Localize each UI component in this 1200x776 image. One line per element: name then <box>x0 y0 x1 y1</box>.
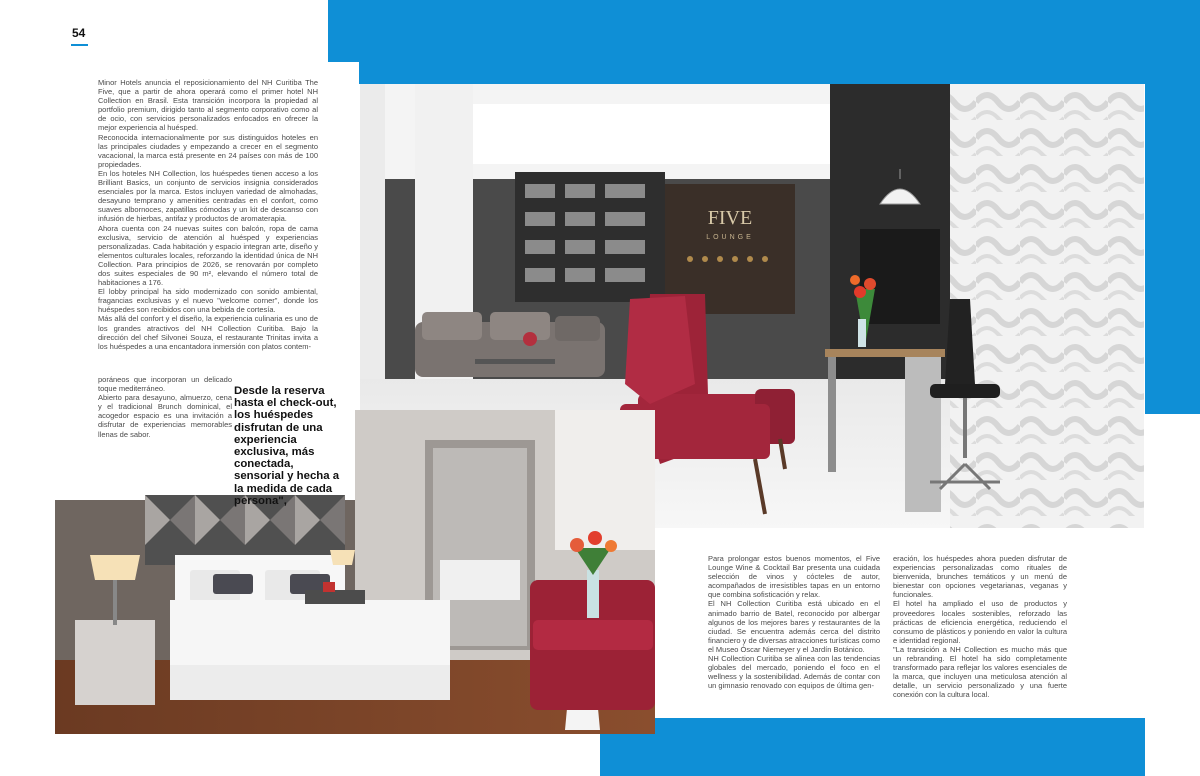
page-number: 54 <box>72 26 86 40</box>
article-paragraph: Para prolongar estos buenos momentos, el Five Lounge Wine & Cocktail Bar presenta una cuidada selección de vinos y cócteles de autor, acompañados de irresistibles tapas en un entorno que combina sofisticación y relax. <box>708 554 880 600</box>
article-paragraph: Reconocida internacionalmente por sus distinguidos hoteles en las principales ciudades y empezando a crecer en el segmento vacacional, la marca está presente en 24 países con más de 100 propiedades. <box>98 132 318 169</box>
article-column-3 <box>893 554 1067 700</box>
lobby-sign-text: FIVE <box>707 207 753 229</box>
article-paragraph: Más allá del confort y el diseño, la experiencia culinaria es uno de los grandes atractivos del NH Collection Curitiba. Bajo la dirección del chef Silvonei Souza, el restaurante Trinitas invita a los huéspedes a una encantadora inmersión con platos contem- <box>98 314 318 351</box>
article-paragraph: eración, los huéspedes ahora pueden disfrutar de experiencias personalizadas como rituales de bienvenida, brunches temáticos y un menú de bienestar con opciones vegetarianas, veganas y funcionales. <box>893 554 1067 600</box>
article-paragraph: NH Collection Curitiba se alinea con las tendencias globales del mercado, poniendo el foco en el wellness y la sostenibilidad. Además de contar con un gimnasio renovado con equipos de última gen- <box>708 654 880 691</box>
bedroom-photo <box>55 410 655 734</box>
article-paragraph: Minor Hotels anuncia el reposicionamiento del NH Curitiba The Five, que a partir de ahora operará como el primer hotel NH Collection en Brasil. Esta transición incorpora la propiedad al portfolio premium, dirigido tanto al segmento corporativo como al de ocio, con servicios personalizados enfocados en ofrecer la mejor experiencia al huésped. <box>98 78 318 133</box>
article-column-1 <box>98 78 318 351</box>
svg-text:LOUNGE: LOUNGE <box>706 234 754 241</box>
page-number-rule <box>71 44 88 46</box>
article-paragraph: El lobby principal ha sido modernizado con sonido ambiental, fragancias exclusivas y el nuevo "welcome corner", donde los huéspedes son recibidos con una bebida de cortesía. <box>98 287 318 315</box>
blue-accent-block-bottom <box>600 718 1145 776</box>
blue-accent-block-right <box>1145 84 1200 414</box>
article-column-2 <box>708 554 880 690</box>
article-paragraph: Abierto para desayuno, almuerzo, cena y el tradicional Brunch dominical, el acogedor espacio es una invitación a disfrutar de experiencias memorables llenas de sabor. <box>98 393 232 439</box>
article-paragraph: El NH Collection Curitiba está ubicado en el animado barrio de Batel, reconocido por albergar algunos de los mejores bares y restaurantes de la ciudad. Se encuentra además cerca del distrito financiero y de diversas atracciones turísticas como el Museo Óscar Niemeyer y el Jardín Botánico. <box>708 599 880 654</box>
article-paragraph: Ahora cuenta con 24 nuevas suites con balcón, ropa de cama exclusiva, servicio de atención al huésped y experiencias personalizadas. Cada habitación y espacio integran arte, diseño y elementos culturales locales, reforzando la identidad única de NH Collection. Para principios de 2026, se renovarán por completo dos suites especiales de 90 m², elevando el número total de habitaciones a 176. <box>98 223 318 288</box>
article-paragraph: El hotel ha ampliado el uso de productos y proveedores locales sostenibles, reforzado las prácticas de eficiencia energética, reduciendo el consumo de plásticos y poniendo en valor la cultura e identidad regional. <box>893 599 1067 645</box>
blue-accent-block-top <box>328 0 1200 84</box>
pull-quote: Desde la reserva hasta el check-out, los huéspedes disfrutan de una experiencia exclusiva, más conectada, sensorial y hecha a la medida de cada persona", <box>234 385 340 507</box>
article-paragraph: "La transición a NH Collection es mucho más que un rebranding. El hotel ha sido completamente transformado para reflejar los valores esenciales de la marca, que incluyen una meticulosa atención al detalle, un servicio personalizado y una fuerte conexión con la cultura local. <box>893 644 1067 700</box>
article-column-1-continued <box>98 375 232 439</box>
article-paragraph: poráneos que incorporan un delicado toque mediterráneo. <box>98 375 232 394</box>
article-paragraph: En los hoteles NH Collection, los huéspedes tienen acceso a los Brilliant Basics, un conjunto de servicios insignia considerados esenciales por la marca. Estos incluyen variedad de almohadas, desayuno temprano y amenities centradas en el confort, como suaves albornoces, zapatillas cómodas y un kit de descanso con infusión de hierbas, antifaz y productos de aromaterapia. <box>98 168 318 224</box>
